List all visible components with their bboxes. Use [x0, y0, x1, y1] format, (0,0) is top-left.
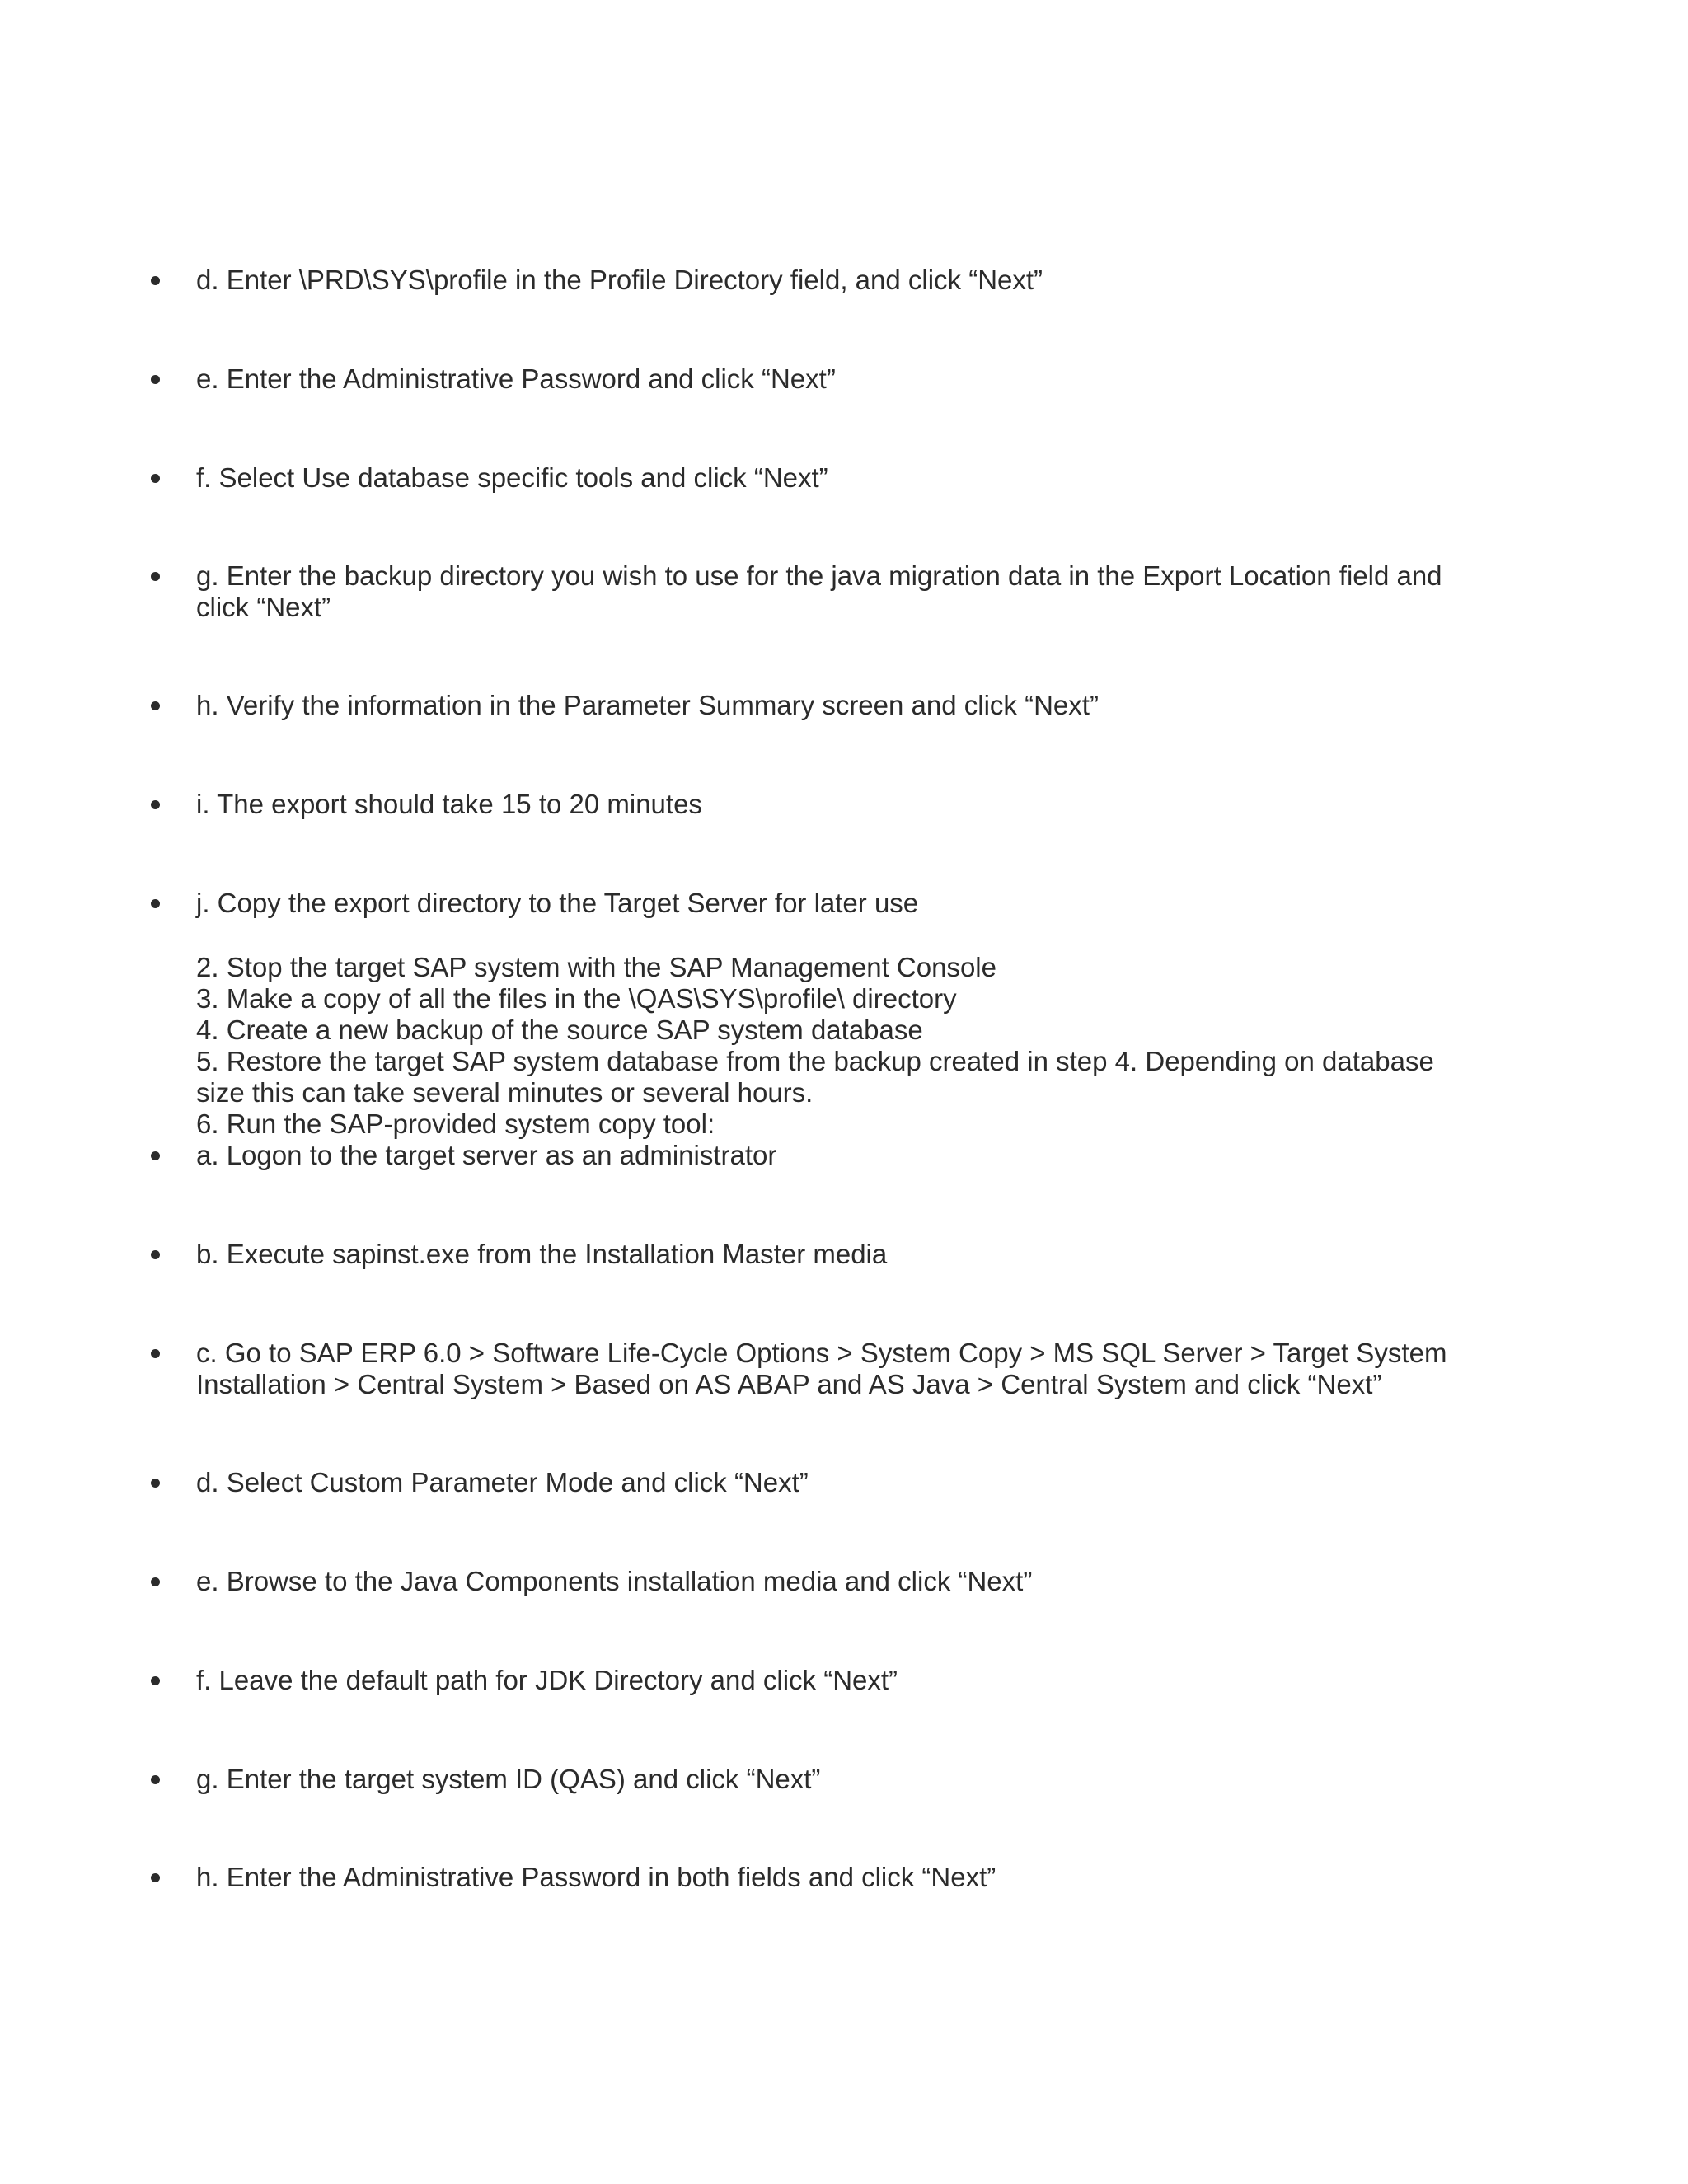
- list-item-text-continuation: click “Next”: [196, 592, 331, 622]
- step-text: 5. Restore the target SAP system database from the backup created in step 4. Depending on database: [196, 1046, 1434, 1076]
- list-item-text: h. Verify the information in the Parameter Summary screen and click “Next”: [196, 690, 1099, 720]
- list-item-text: c. Go to SAP ERP 6.0 > Software Life-Cycle Options > System Copy > MS SQL Server > Target System: [196, 1338, 1447, 1368]
- step-text-continuation: size this can take several minutes or several hours.: [196, 1077, 814, 1108]
- list-item-text: d. Select Custom Parameter Mode and click “Next”: [196, 1467, 809, 1497]
- list-item-text: g. Enter the target system ID (QAS) and click “Next”: [196, 1764, 821, 1794]
- list-item-text: f. Leave the default path for JDK Directory and click “Next”: [196, 1665, 898, 1695]
- bullet-icon: [147, 690, 163, 721]
- list-item-text: e. Browse to the Java Components installation media and click “Next”: [196, 1566, 1033, 1596]
- step-text: 4. Create a new backup of the source SAP system database: [196, 1015, 923, 1045]
- bullet-icon: [147, 462, 163, 494]
- step-text: 3. Make a copy of all the files in the \QAS\SYS\profile\ directory: [196, 983, 957, 1014]
- list-item-text: j. Copy the export directory to the Target Server for later use: [196, 888, 919, 918]
- bullet-icon: [147, 1467, 163, 1498]
- list-item-text: d. Enter \PRD\SYS\profile in the Profile Directory field, and click “Next”: [196, 265, 1043, 295]
- bullet-icon: [147, 1566, 163, 1597]
- bullet-icon: [147, 1665, 163, 1696]
- bullet-icon: [147, 1862, 163, 1893]
- list-item-text: f. Select Use database specific tools and click “Next”: [196, 462, 828, 493]
- bullet-icon: [147, 265, 163, 296]
- list-item-text: g. Enter the backup directory you wish to use for the java migration data in the Export Location field and: [196, 560, 1442, 591]
- list-item-text: a. Logon to the target server as an administrator: [196, 1140, 777, 1170]
- bullet-icon: [147, 1140, 163, 1171]
- step-text: 2. Stop the target SAP system with the SAP Management Console: [196, 952, 996, 982]
- bullet-icon: [147, 789, 163, 820]
- list-item-text: i. The export should take 15 to 20 minutes: [196, 789, 702, 819]
- step-text: 6. Run the SAP-provided system copy tool:: [196, 1108, 715, 1139]
- bullet-icon: [147, 1239, 163, 1270]
- list-item-text: e. Enter the Administrative Password and click “Next”: [196, 363, 836, 394]
- bullet-icon: [147, 1338, 163, 1369]
- list-item-text-continuation: Installation > Central System > Based on AS ABAP and AS Java > Central System and click “Next”: [196, 1369, 1382, 1399]
- list-item-text: b. Execute sapinst.exe from the Installation Master media: [196, 1239, 888, 1269]
- bullet-icon: [147, 888, 163, 919]
- bullet-icon: [147, 363, 163, 395]
- bullet-icon: [147, 560, 163, 592]
- list-item-text: h. Enter the Administrative Password in both fields and click “Next”: [196, 1862, 996, 1892]
- bullet-icon: [147, 1764, 163, 1795]
